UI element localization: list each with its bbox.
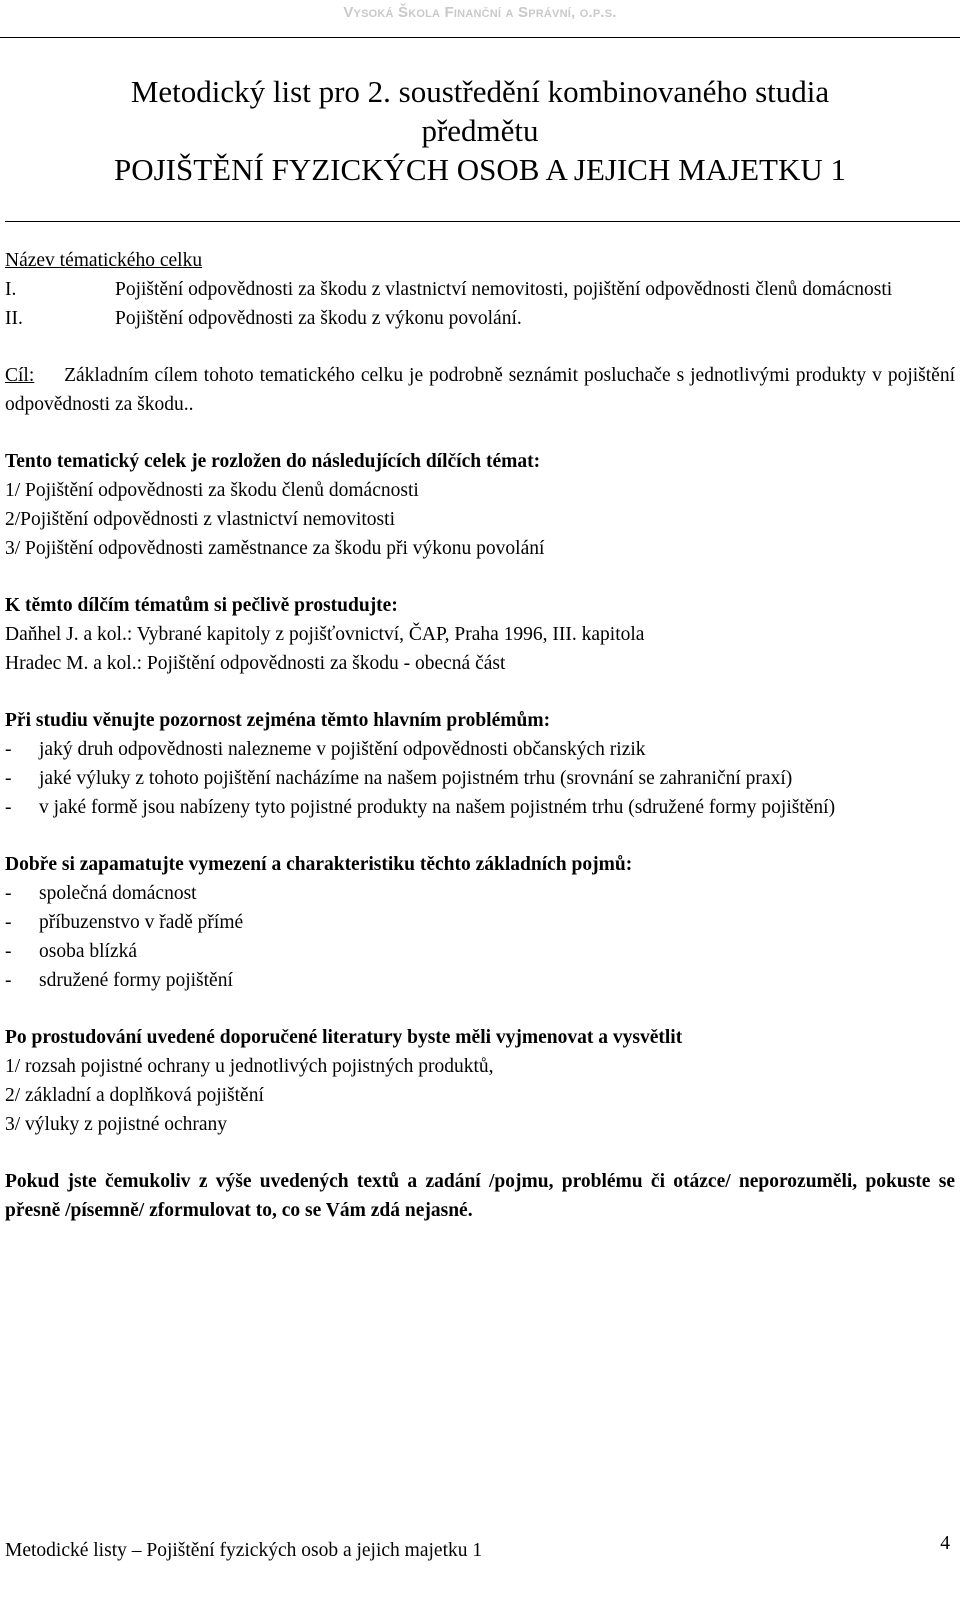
problem-text: jaký druh odpovědnosti nalezneme v pojištění odpovědnosti občanských rizik: [39, 739, 646, 760]
bullet-dash: -: [5, 797, 12, 818]
school-header: Vysoká Škola Finanční a Správní, o.p.s.: [343, 4, 617, 21]
literature-item: Hradec M. a kol.: Pojištění odpovědnosti za škodu - obecná část: [5, 653, 506, 674]
problem-item: [5, 735, 955, 764]
bullet-dash: -: [5, 768, 12, 789]
goal-label: Cíl:: [5, 365, 35, 386]
problems-heading: Při studiu věnujte pozornost zejména těmto hlavním problémům:: [5, 710, 551, 731]
explain-item: 2/ základní a doplňková pojištění: [5, 1085, 264, 1106]
goal-paragraph: [5, 361, 955, 419]
bullet-dash: -: [5, 883, 12, 904]
problem-text: v jaké formě jsou nabízeny tyto pojistné produkty na našem pojistném trhu (sdružené formy pojištění): [39, 797, 836, 818]
topic-item: [5, 275, 955, 304]
topic-item-number: II.: [5, 308, 23, 329]
problem-item: [5, 793, 955, 822]
topic-item-number: I.: [5, 279, 17, 300]
topic-heading: Název tématického celku: [5, 250, 203, 271]
document-body: [5, 246, 955, 1225]
terms-heading: Dobře si zapamatujte vymezení a charakteristiku těchto základních pojmů:: [5, 854, 633, 875]
header-divider: [0, 37, 960, 38]
subtopic-item: 3/ Pojištění odpovědnosti zaměstnance za škodu při výkonu povolání: [5, 538, 545, 559]
title-line-1: Metodický list pro 2. soustředění kombinovaného studia: [130, 74, 830, 109]
term-item: [5, 908, 955, 937]
term-item: [5, 937, 955, 966]
problem-text: jaké výluky z tohoto pojištění nacházíme na našem pojistném trhu (srovnání se zahraniční praxí): [39, 768, 793, 789]
title-divider: [5, 221, 960, 222]
title-line-2: předmětu: [421, 113, 539, 148]
term-item: [5, 966, 955, 995]
bullet-dash: -: [5, 941, 12, 962]
bullet-dash: -: [5, 970, 12, 991]
page-number: 4: [940, 1533, 950, 1554]
term-item: [5, 879, 955, 908]
subtopic-item: 2/Pojištění odpovědnosti z vlastnictví nemovitosti: [5, 509, 395, 530]
document-title: [0, 72, 960, 189]
term-text: společná domácnost: [39, 883, 197, 904]
literature-item: Daňhel J. a kol.: Vybrané kapitoly z pojišťovnictví, ČAP, Praha 1996, III. kapitola: [5, 624, 645, 645]
bullet-dash: -: [5, 739, 12, 760]
term-text: sdružené formy pojištění: [39, 970, 233, 991]
study-heading: K těmto dílčím tématům si pečlivě prostudujte:: [5, 595, 398, 616]
topic-item: [5, 304, 955, 333]
footer-text: Metodické listy – Pojištění fyzických osob a jejich majetku 1: [5, 1540, 483, 1561]
title-line-3: POJIŠTĚNÍ FYZICKÝCH OSOB A JEJICH MAJETKU 1: [113, 152, 846, 187]
problem-item: [5, 764, 955, 793]
term-text: osoba blízká: [39, 941, 138, 962]
topic-item-text: Pojištění odpovědnosti za škodu z vlastnictví nemovitosti, pojištění odpovědnosti členů domácnosti: [115, 279, 893, 300]
bullet-dash: -: [5, 912, 12, 933]
subtopic-item: 1/ Pojištění odpovědnosti za škodu členů domácnosti: [5, 480, 419, 501]
subtopics-heading: Tento tematický celek je rozložen do následujících dílčích témat:: [5, 451, 541, 472]
goal-text: Základním cílem tohoto tematického celku je podrobně seznámit posluchače s jednotlivými produkty v pojištění odpovědnosti za škodu..: [5, 365, 956, 415]
explain-item: 1/ rozsah pojistné ochrany u jednotlivých pojistných produktů,: [5, 1056, 494, 1077]
term-text: příbuzenstvo v řadě přímé: [39, 912, 244, 933]
topic-item-text: Pojištění odpovědnosti za škodu z výkonu povolání.: [115, 308, 522, 329]
explain-item: 3/ výluky z pojistné ochrany: [5, 1114, 228, 1135]
explain-heading: Po prostudování uvedené doporučené literatury byste měli vyjmenovat a vysvětlit: [5, 1027, 683, 1048]
closing-paragraph: Pokud jste čemukoliv z výše uvedených textů a zadání /pojmu, problému či otázce/ neporozuměli, pokuste se přesně /písemně/ zformulovat to, co se Vám zdá nejasné.: [5, 1171, 955, 1221]
